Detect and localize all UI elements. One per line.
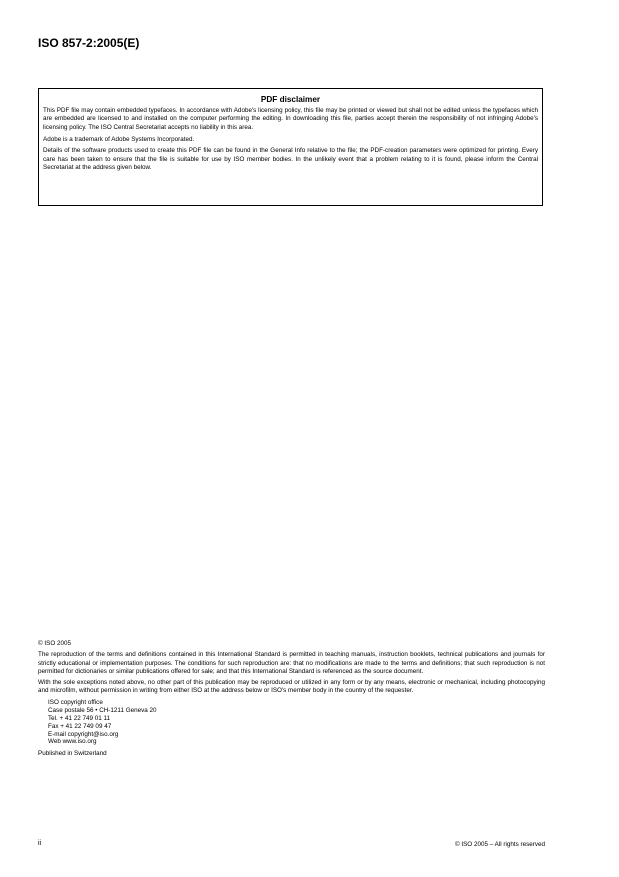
document-code: ISO 857-2:2005(E) <box>38 36 140 50</box>
disclaimer-paragraph: Adobe is a trademark of Adobe Systems Incorporated. <box>43 135 195 143</box>
address-line: E-mail copyright@iso.org <box>48 730 119 738</box>
copyright-line: © ISO 2005 <box>38 640 71 647</box>
address-line: ISO copyright office <box>48 699 103 707</box>
address-line: Fax + 41 22 749 09 47 <box>48 722 112 730</box>
disclaimer-paragraph: This PDF file may contain embedded typefaces. In accordance with Adobe's licensing policy, this file may be printed or viewed but shall not be edited unless the typefaces which are embedded are licensed to and installed on the computer performing the editing. In downloading this file, parties accept therein the responsibility of not infringing Adobe's licensing policy. The ISO Central Secretariat accepts no liability in this area. <box>43 107 538 131</box>
footer-rights: © ISO 2005 – All rights reserved <box>454 841 545 848</box>
address-line: Case postale 56 • CH-1211 Geneva 20 <box>48 707 157 715</box>
copyright-office-address <box>38 699 545 746</box>
page-number: ii <box>38 840 42 847</box>
disclaimer-paragraph: Details of the software products used to create this PDF file can be found in the General Info relative to the file; the PDF-creation parameters were optimized for printing. Every care has been taken to ensure that the file is suitable for use by ISO member bodies. In the unlikely event that a problem relating to it is found, please inform the Central Secretariat at the address given below. <box>43 147 538 172</box>
address-line: Tel. + 41 22 749 01 11 <box>48 715 111 723</box>
pdf-disclaimer-box <box>38 88 543 206</box>
copyright-block <box>38 640 545 761</box>
address-line: Web www.iso.org <box>48 738 97 746</box>
copyright-paragraph: The reproduction of the terms and definitions contained in this International Standard is permitted in teaching manuals, instruction booklets, technical publications and journals for strictly educational or implementation purposes. The conditions for such reproduction are: that no modifications are made to the terms and definitions; that such reproduction is not permitted for dictionaries or similar publications offered for sale; and that this International Standard is referenced as the source document. <box>38 651 545 676</box>
published-in: Published in Switzerland <box>38 750 107 758</box>
copyright-paragraph: With the sole exceptions noted above, no other part of this publication may be reproduced or utilized in any form or by any means, electronic or mechanical, including photocopying and microfilm, without permission in writing from either ISO at the address below or ISO's member body in the country of the requester. <box>38 678 545 695</box>
disclaimer-title: PDF disclaimer <box>260 95 321 104</box>
